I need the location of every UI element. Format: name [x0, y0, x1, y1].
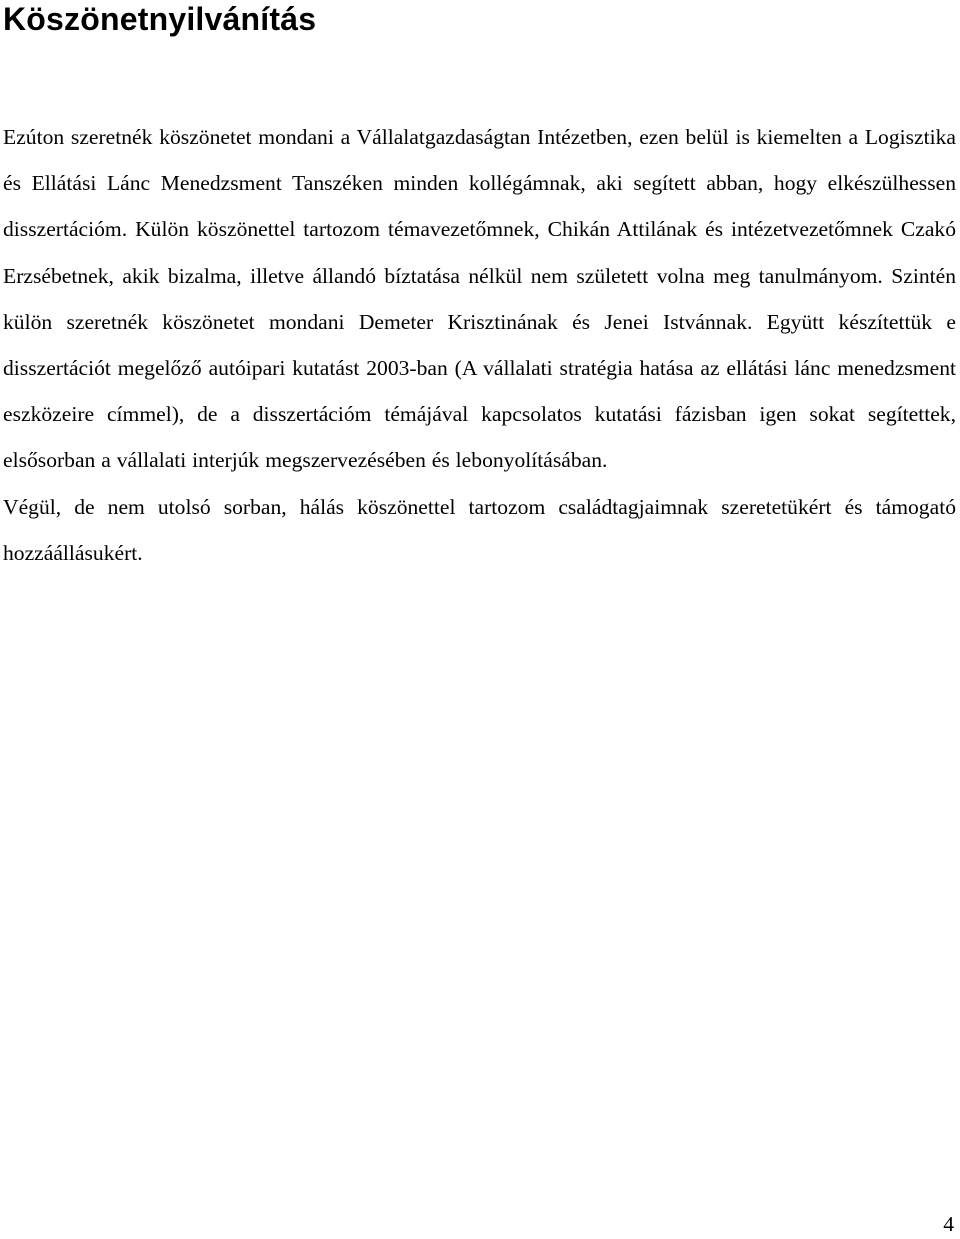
body-text — [3, 114, 956, 576]
page-number: 4 — [943, 1212, 954, 1236]
page-title: Köszönetnyilvánítás — [3, 1, 317, 37]
paragraph-acknowledgements: Ezúton szeretnék köszönetet mondani a Vállalatgazdaságtan Intézetben, ezen belül is kiemelten a Logisztika és Ellátási Lánc Menedzsment Tanszéken minden kollégámnak, aki segített abban, hogy elkészülhessen disszertációm. Külön köszönettel tartozom témavezetőmnek, Chikán Attilának és intézetvezetőmnek Czakó Erzsébetnek, akik bizalma, illetve állandó bíztatása nélkül nem született volna meg tanulmányom. Szintén külön szeretnék köszönetet mondani Demeter Krisztinának és Jenei Istvánnak. Együtt készítettük e disszertációt megelőző autóipari kutatást 2003-ban (A vállalati stratégia hatása az ellátási lánc menedzsment eszközeire címmel), de a disszertációm témájával kapcsolatos kutatási fázisban igen sokat segítettek, elsősorban a vállalati interjúk megszervezésében és lebonyolításában. — [3, 125, 956, 473]
paragraph-family-thanks: Végül, de nem utolsó sorban, hálás köszönettel tartozom családtagjaimnak szeretetükért és támogató hozzáállásukért. — [3, 494, 956, 565]
